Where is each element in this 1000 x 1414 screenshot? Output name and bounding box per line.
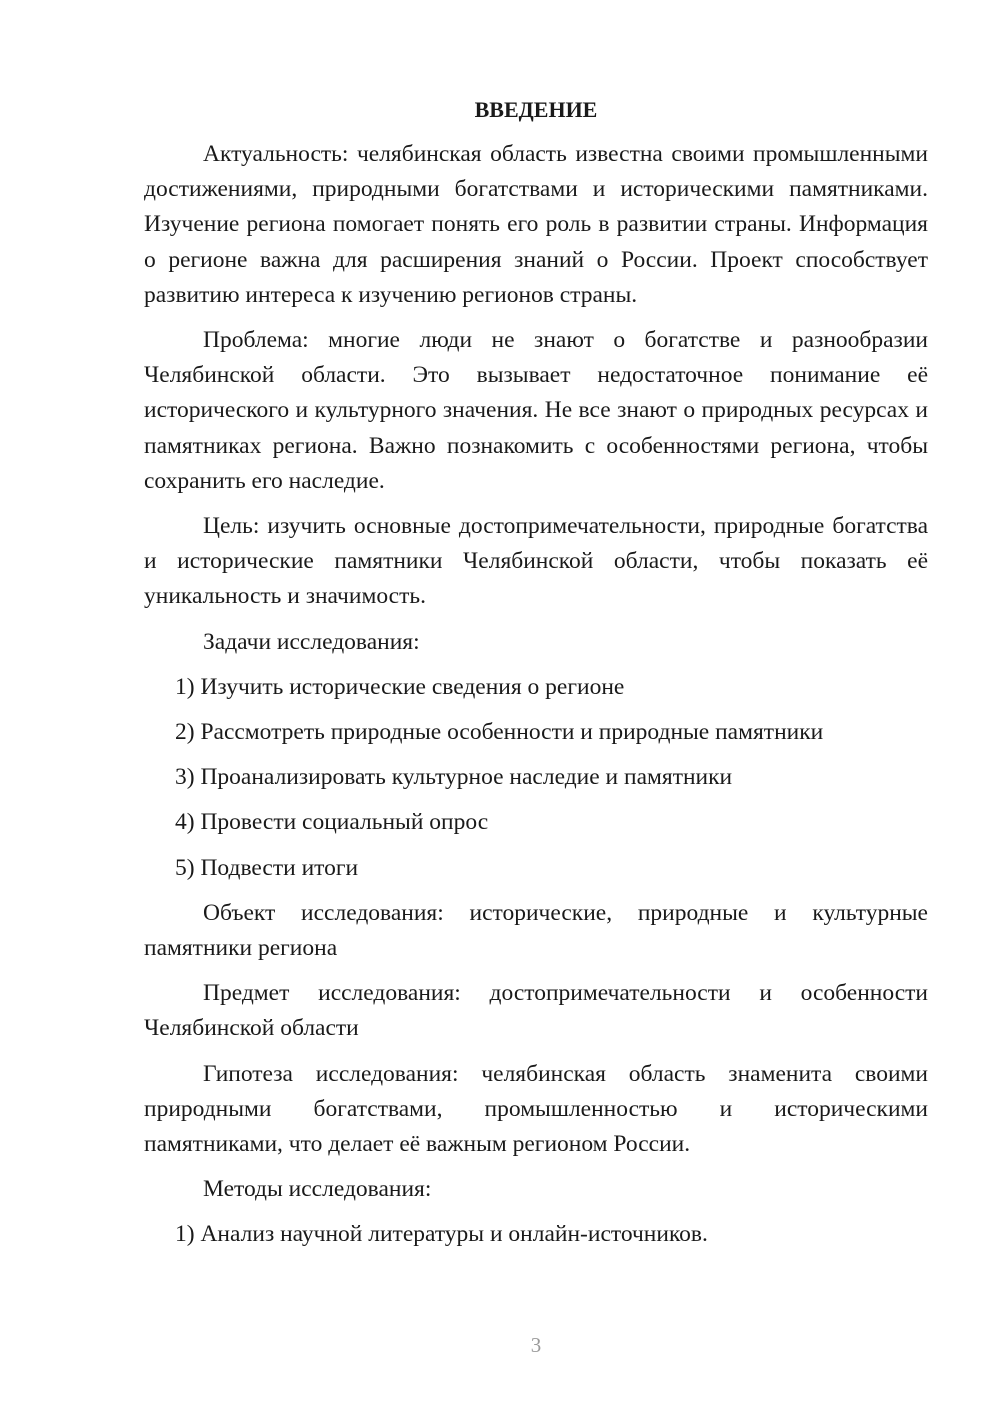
task-item: 1) Изучить исторические сведения о регионе bbox=[175, 673, 625, 700]
method-item: 1) Анализ научной литературы и онлайн-источников. bbox=[175, 1221, 708, 1248]
section-title: ВВЕДЕНИЕ bbox=[474, 97, 598, 122]
task-item: 5) Подвести итоги bbox=[175, 854, 359, 881]
page-content bbox=[144, 92, 928, 1263]
hypothesis-paragraph: Гипотеза исследования: челябинская область знаменита своими природными богатствами, промышленностью и историческими памятниками, что делает её важным регионом России. bbox=[144, 1060, 928, 1158]
problem-paragraph: Проблема: многие люди не знают о богатстве и разнообразии Челябинской области. Это вызывает недостаточное понимание её исторического и культурного значения. Не все знают о природных ресурсах и памятниках региона. Важно познакомить с особенностями региона, чтобы сохранить его наследие. bbox=[144, 327, 928, 494]
methods-heading: Методы исследования: bbox=[203, 1176, 432, 1203]
task-item: 4) Провести социальный опрос bbox=[175, 809, 489, 836]
page-number: 3 bbox=[530, 1333, 542, 1357]
tasks-heading: Задачи исследования: bbox=[203, 628, 420, 655]
subject-paragraph: Предмет исследования: достопримечательности и особенности Челябинской области bbox=[144, 980, 928, 1042]
object-paragraph: Объект исследования: исторические, природные и культурные памятники региона bbox=[144, 899, 928, 962]
task-item: 2) Рассмотреть природные особенности и природные памятники bbox=[175, 719, 824, 746]
task-item: 3) Проанализировать культурное наследие и памятники bbox=[175, 764, 733, 791]
relevance-paragraph: Актуальность: челябинская область известна своими промышленными достижениями, природными богатствами и историческими памятниками. Изучение региона помогает понять его роль в развитии страны. Информация о регионе важна для расширения знаний о России. Проект способствует развитию интереса к изучению регионов страны. bbox=[144, 141, 928, 308]
goal-paragraph: Цель: изучить основные достопримечательности, природные богатства и исторические памятники Челябинской области, чтобы показать её уникальность и значимость. bbox=[144, 513, 928, 610]
